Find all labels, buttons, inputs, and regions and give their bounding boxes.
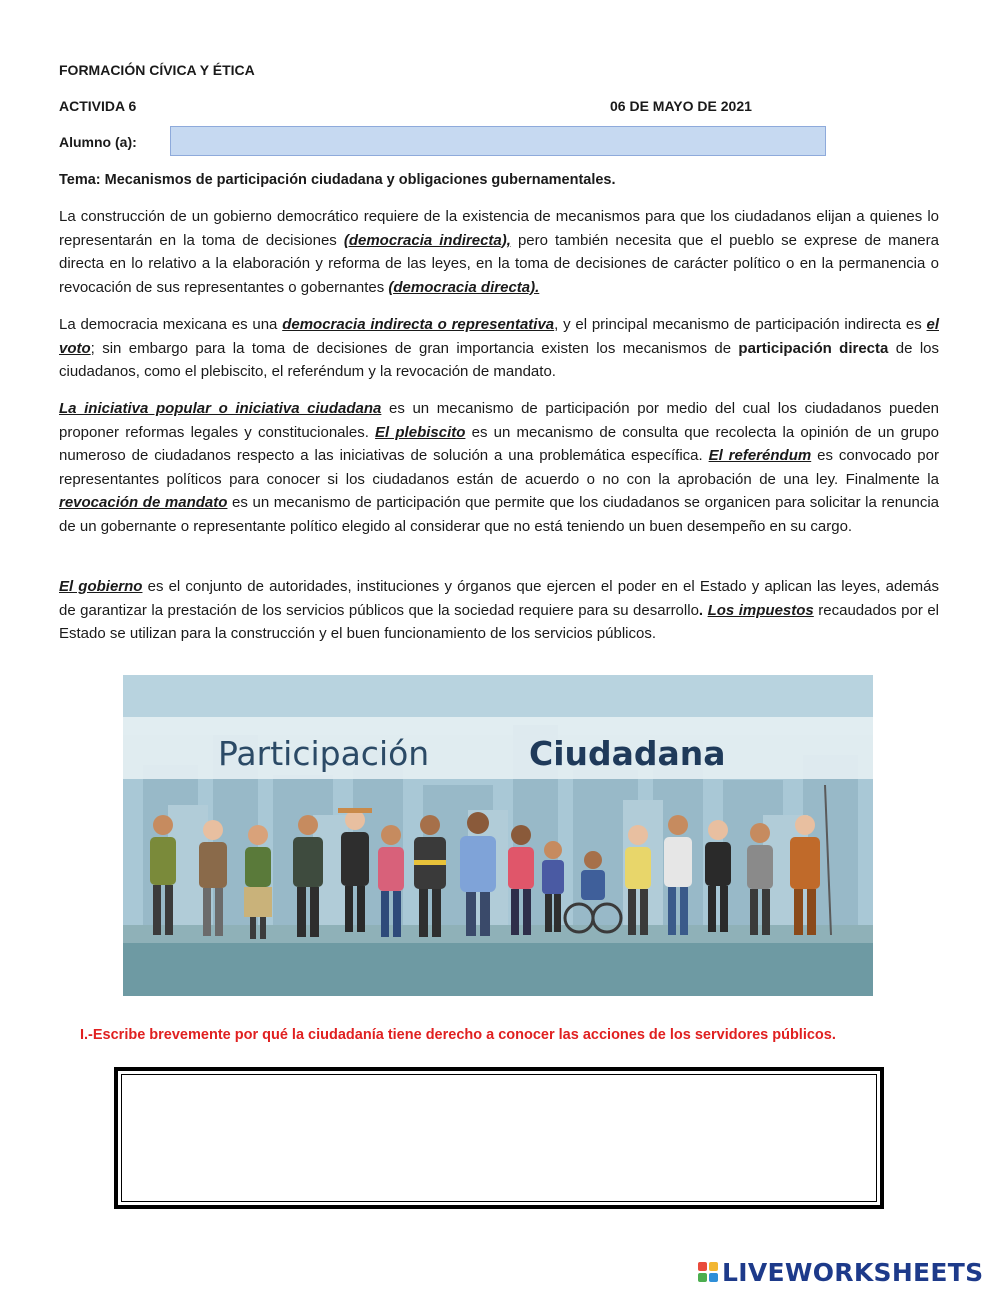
term-indirect-democracy: (democracia indirecta), [343,231,511,249]
term-taxes: Los impuestos [707,601,814,619]
activity-label: ACTIVIDA 6 [59,98,137,114]
liveworksheets-brand: LIVEWORKSHEETS [722,1257,984,1287]
text: es el conjunto de autoridades, instituciones y órganos que ejercen el poder en el Estado y aplican las leyes, además de garantizar la prestación de los servicios públicos que la sociedad requiere para su desarrollo [59,578,939,619]
term-plebiscite: El plebiscito [375,423,466,441]
term-popular-initiative: La iniciativa popular o iniciativa ciudadana [59,400,382,417]
citizen-participation-illustration [123,675,873,996]
text: ; sin embargo para la toma de decisiones de gran importancia existen los mecanismos de [90,339,739,357]
text: es un mecanismo de participación que permite que los ciudadanos se organicen para solicitar la renuncia de un gobernante o representante político elegido al considerar que no está teniendo un buen desempeño en su cargo. [59,494,939,535]
term-recall: revocación de mandato [59,494,228,511]
text: es un mecanismo de consulta que recolecta la opinión de un grupo numeroso de ciudadanos respecto a las iniciativas de solución a una problemática específica. [59,423,939,464]
student-label: Alumno (a): [59,134,137,150]
text: es un mecanismo de participación por medio del cual los ciudadanos pueden proponer reformas legales y constitucionales. [59,400,939,441]
text: de los ciudadanos, como el plebiscito, el referéndum y la revocación de mandato. [59,339,939,380]
text: . [698,601,708,619]
term-representative-democracy: democracia indirecta o representativa [282,316,555,333]
topic-heading: Tema: Mecanismos de participación ciudadana y obligaciones gubernamentales. [59,172,616,188]
question-prompt: I.-Escribe brevemente por qué la ciudadanía tiene derecho a conocer las acciones de los servidores públicos. [80,1027,836,1043]
illustration-title-bold: Ciudadana [529,734,726,773]
answer-textbox-inner-border [121,1074,877,1202]
text: pero también necesita que el pueblo se exprese de manera directa en lo relativo a la elaboración y reforma de las leyes, en la toma de decisiones de carácter político o en la permanencia o revocación de sus representantes o gobernantes [59,231,939,296]
answer-textbox[interactable] [114,1067,884,1209]
paragraph-mexican-democracy [59,313,939,384]
liveworksheets-logo [698,1257,983,1287]
paragraph-democracy [59,205,939,299]
text: es convocado por representantes políticos para conocer si los ciudadanos están de acuerdo o no con la aprobación de una ley. Finalmente la [59,447,939,488]
subject-title: FORMACIÓN CÍVICA Y ÉTICA [59,62,255,78]
student-name-input[interactable] [170,126,826,156]
paragraph-mechanisms [59,397,939,538]
text: recaudados por el Estado se utilizan para la construcción y el buen funcionamiento de los servicios públicos. [59,601,940,642]
term-direct-democracy: (democracia directa). [388,278,540,296]
term-referendum: El referéndum [708,447,812,464]
term-vote: el voto [59,316,939,357]
text: , y el principal mecanismo de participación indirecta es [554,316,927,333]
term-direct-participation: participación directa [738,339,889,357]
liveworksheets-icon [698,1262,718,1282]
illustration-title-light: Participación [218,734,430,773]
term-government: El gobierno [59,578,143,595]
text: La democracia mexicana es una [59,316,283,333]
text: La construcción de un gobierno democrático requiere de la existencia de mecanismos para que los ciudadanos elijan a quienes lo representarán en la toma de decisiones [59,208,939,249]
date-label: 06 DE MAYO DE 2021 [610,98,752,114]
paragraph-government [59,575,939,646]
